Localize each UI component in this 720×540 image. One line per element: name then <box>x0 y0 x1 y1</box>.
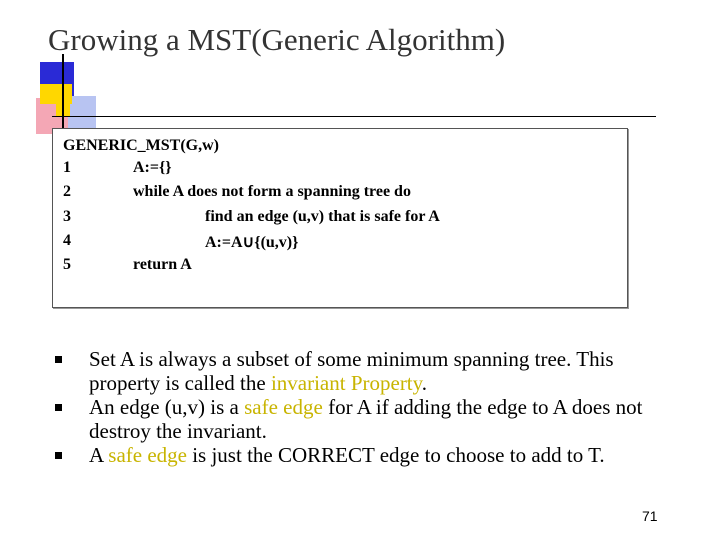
bullet-square-icon <box>55 452 62 459</box>
code-header: GENERIC_MST(G,w) <box>63 137 220 154</box>
code-text: while A does not form a spanning tree do <box>133 183 411 200</box>
highlight-term: safe edge <box>108 443 187 467</box>
code-text: A:={} <box>133 159 172 176</box>
page-number: 71 <box>642 508 658 524</box>
pseudocode-box <box>52 128 628 308</box>
line-number: 5 <box>63 256 71 273</box>
bullet-item: A safe edge is just the CORRECT edge to choose to add to T. <box>52 443 672 467</box>
bullet-square-icon <box>55 404 62 411</box>
decor-yellow-square <box>40 84 72 104</box>
line-number: 4 <box>63 232 71 249</box>
title-divider <box>52 116 656 117</box>
bullet-list <box>52 347 672 467</box>
code-text: A:=A∪{(u,v)} <box>205 234 299 251</box>
bullet-square-icon <box>55 356 62 363</box>
bullet-item: An edge (u,v) is a safe edge for A if adding the edge to A does not destroy the invariant. <box>52 395 672 443</box>
line-number: 1 <box>63 159 71 176</box>
highlight-term: invariant Property <box>270 371 422 395</box>
bullet-item: Set A is always a subset of some minimum spanning tree. This property is called the invariant Property. <box>52 347 672 395</box>
slide-title: Growing a MST(Generic Algorithm) <box>48 22 506 57</box>
code-text: find an edge (u,v) that is safe for A <box>205 208 440 225</box>
line-number: 3 <box>63 208 71 225</box>
highlight-term: safe edge <box>244 395 323 419</box>
decor-vertical-line <box>62 54 64 136</box>
code-text: return A <box>133 256 192 273</box>
line-number: 2 <box>63 183 71 200</box>
